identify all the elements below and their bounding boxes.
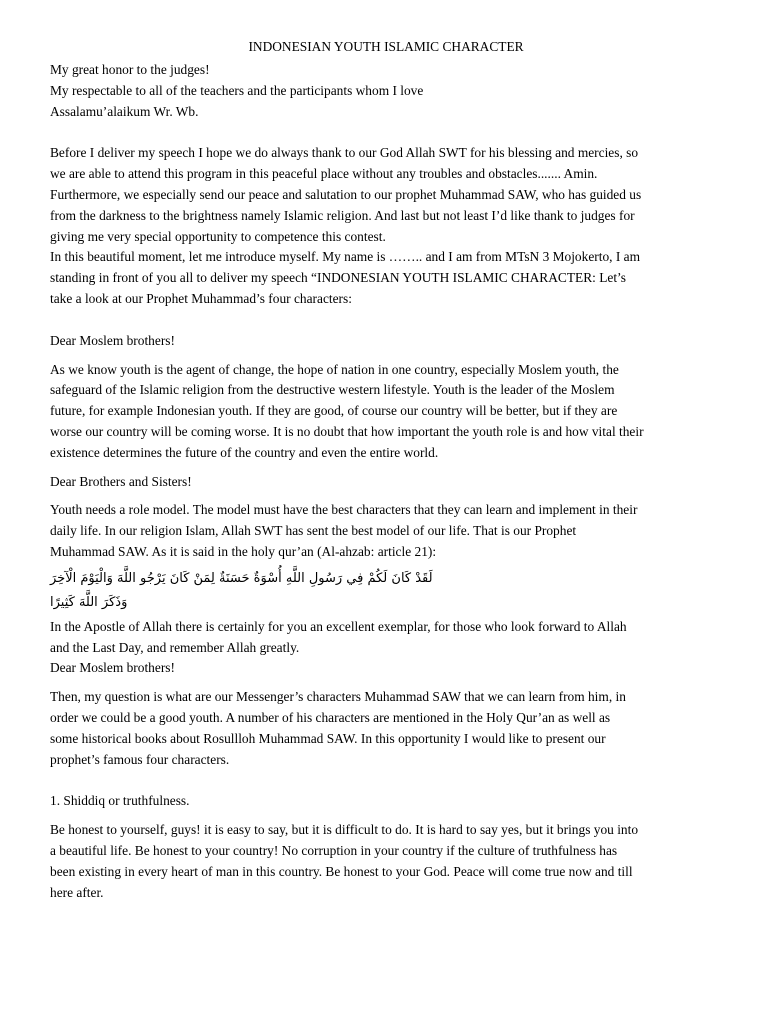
- paragraph-line: giving me very special opportunity to competence this contest.: [50, 228, 386, 244]
- point-heading: 1. Shiddiq or truthfulness.: [50, 793, 190, 809]
- paragraph-line: prophet’s famous four characters.: [50, 751, 230, 767]
- youth-paragraph: [50, 360, 722, 464]
- paragraph-line: here after.: [50, 884, 104, 900]
- greeting-line: My great honor to the judges!: [50, 62, 210, 77]
- paragraph-line: In this beautiful moment, let me introduce myself. My name is …….. and I am from MTsN 3 Mojokerto, I am: [50, 249, 640, 265]
- paragraph-line: been existing in every heart of man in this country. Be honest to your God. Peace will come true now and till: [50, 863, 633, 879]
- greeting-line: Assalamu’alaikum Wr. Wb.: [50, 103, 199, 119]
- arabic-verse-line: لَقَدْ كَانَ لَكُمْ فِي رَسُولِ اللَّهِ أُسْوَةٌ حَسَنَةٌ لِمَنْ كَانَ يَرْجُو اللَّهَ وَالْيَوْمَ الْآخِرَ: [50, 570, 433, 586]
- document-title: INDONESIAN YOUTH ISLAMIC CHARACTER: [248, 39, 524, 54]
- paragraph-line: daily life. In our religion Islam, Allah SWT has sent the best model of our life. That is our Prophet: [50, 523, 577, 539]
- paragraph-line: take a look at our Prophet Muhammad’s four characters:: [50, 290, 352, 306]
- translation-paragraph: [50, 617, 722, 659]
- role-model-paragraph: [50, 500, 722, 562]
- paragraph-line: In the Apostle of Allah there is certainly for you an excellent exemplar, for those who look forward to Allah: [50, 618, 627, 634]
- introduce-paragraph: [50, 247, 722, 309]
- paragraph-line: Furthermore, we especially send our peace and salutation to our prophet Muhammad SAW, who has guided us: [50, 186, 642, 202]
- paragraph-line: order we could be a good youth. A number of his characters are mentioned in the Holy Qur’an as well as: [50, 709, 611, 725]
- paragraph-line: As we know youth is the agent of change, the hope of nation in one country, especially Moslem youth, the: [50, 361, 619, 377]
- paragraph-line: from the darkness to the brightness namely Islamic religion. And last but not least I’d like thank to judges for: [50, 207, 635, 223]
- paragraph-line: Then, my question is what are our Messenger’s characters Muhammad SAW that we can learn from him, in: [50, 689, 626, 705]
- document-page: [50, 38, 722, 903]
- paragraph-line: standing in front of you all to deliver my speech “INDONESIAN YOUTH ISLAMIC CHARACTER: Let’s: [50, 270, 626, 286]
- arabic-verse-line: وَذَكَرَ اللَّهَ كَثِيرًا: [50, 594, 128, 610]
- address-heading: Dear Moslem brothers!: [50, 332, 175, 348]
- paragraph-line: Youth needs a role model. The model must have the best characters that they can learn and implement in their: [50, 502, 638, 518]
- paragraph-line: existence determines the future of the country and even the entire world.: [50, 444, 439, 460]
- greeting-line: My respectable to all of the teachers and the participants whom I love: [50, 82, 424, 98]
- paragraph-line: Muhammad SAW. As it is said in the holy qur’an (Al-ahzab: article 21):: [50, 543, 437, 559]
- arabic-verse: [50, 567, 490, 615]
- point-1-paragraph: [50, 820, 722, 903]
- greeting-block: [50, 60, 722, 122]
- paragraph-line: Before I deliver my speech I hope we do always thank to our God Allah SWT for his blessing and mercies, so: [50, 145, 639, 161]
- paragraph-line: a beautiful life. Be honest to your country! No corruption in your country if the culture of truthfulness has: [50, 842, 618, 858]
- paragraph-line: Be honest to yourself, guys! it is easy to say, but it is difficult to do. It is hard to say yes, but it brings you into: [50, 822, 639, 838]
- paragraph-line: and the Last Day, and remember Allah greatly.: [50, 639, 300, 655]
- paragraph-line: future, for example Indonesian youth. If they are good, of course our country will be better, but if they are: [50, 403, 618, 419]
- paragraph-line: safeguard of the Islamic religion from the destructive western lifestyle. Youth is the leader of the Moslem: [50, 382, 615, 398]
- address-heading: Dear Brothers and Sisters!: [50, 473, 192, 489]
- address-heading: Dear Moslem brothers!: [50, 660, 175, 676]
- paragraph-line: we are able to attend this program in this peaceful place without any troubles and obstacles....... Amin.: [50, 166, 598, 182]
- paragraph-line: some historical books about Rosullloh Muhammad SAW. In this opportunity I would like to present our: [50, 730, 606, 746]
- paragraph-line: worse our country will be coming worse. It is no doubt that how important the youth role is and how vital their: [50, 423, 644, 439]
- question-paragraph: [50, 687, 722, 770]
- intro-paragraph: [50, 143, 722, 247]
